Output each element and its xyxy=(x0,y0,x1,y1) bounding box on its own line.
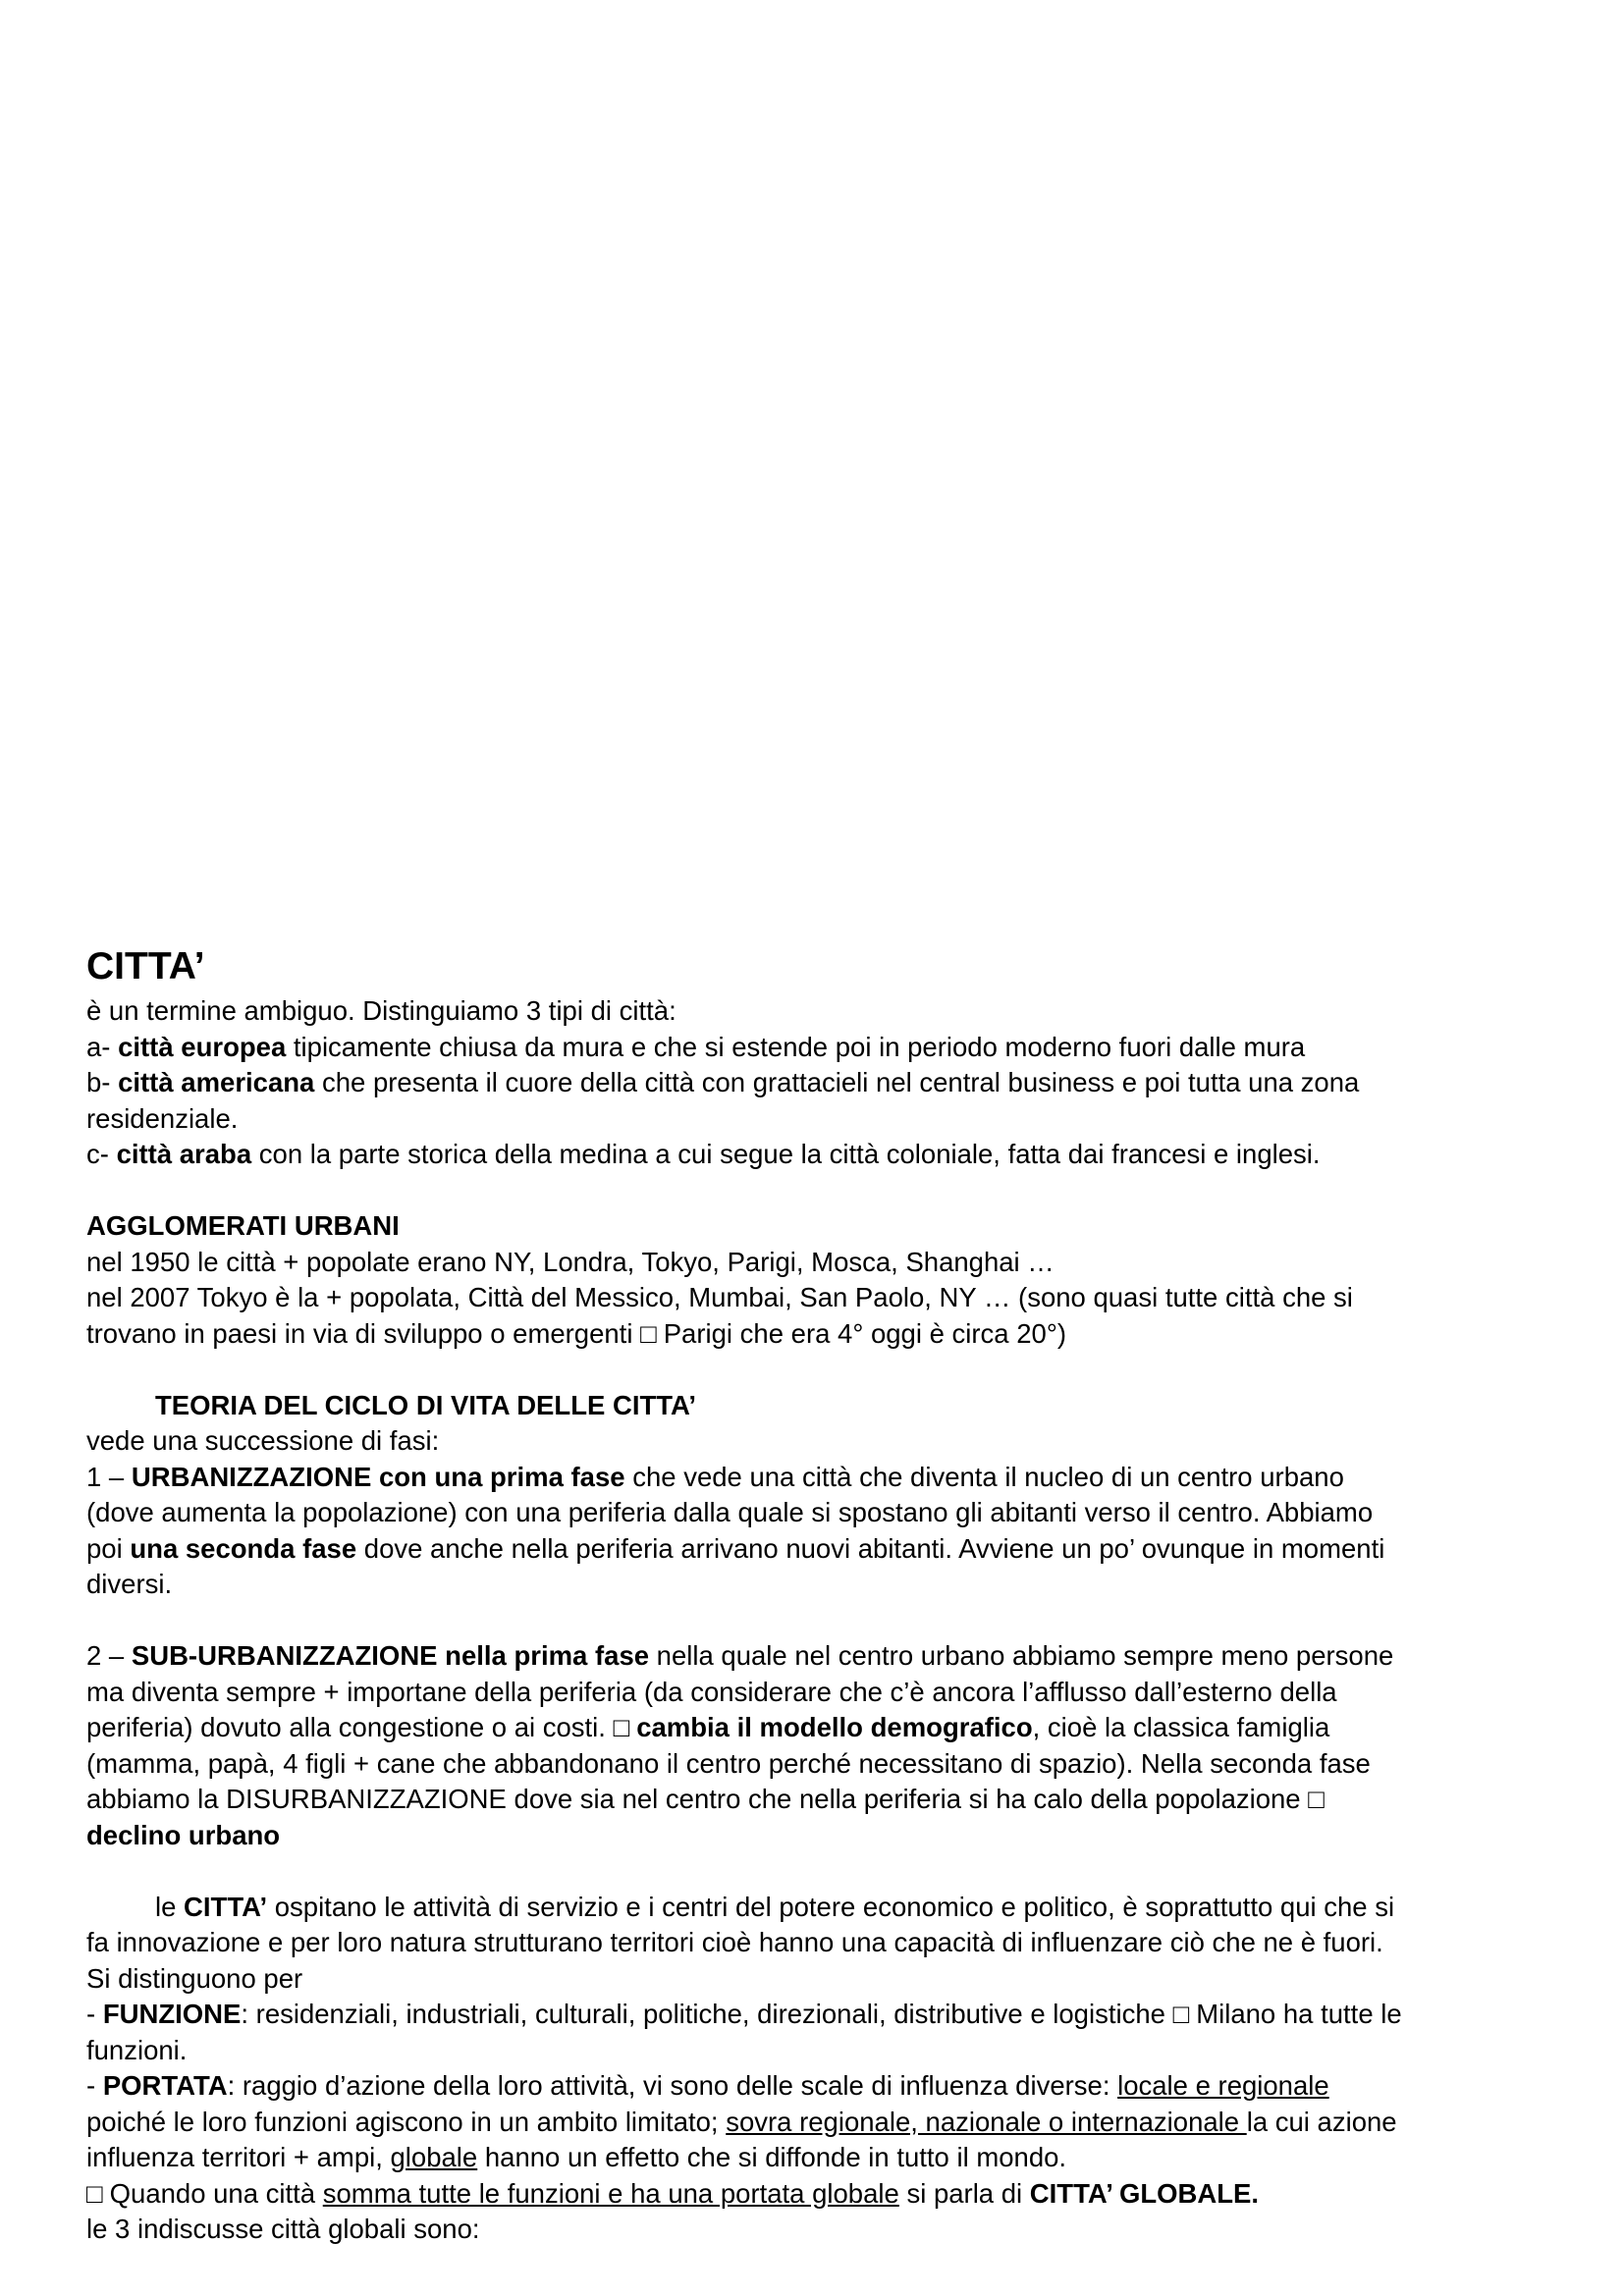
teoria-line-1: vede una successione di fasi: xyxy=(86,1425,440,1456)
phase-2-line-3: periferia) dovuto alla congestione o ai costi. □ cambia il modello demografico, cioè la classica famiglia xyxy=(86,1710,1559,1746)
arrow-symbol-icon: □ xyxy=(86,2177,103,2209)
portata-line-3: influenza territori + ampi, globale hanno un effetto che si diffonde in tutto il mondo. xyxy=(86,2142,1067,2172)
citta-line-3: Si distinguono per xyxy=(86,1962,303,1994)
phase-2-line-5: abbiamo la DISURBANIZZAZIONE dove sia nel centro che nella periferia si ha calo della popolazione □ xyxy=(86,1782,1559,1818)
phase-2-line-4: (mamma, papà, 4 figli + cane che abbandonano il centro perché necessitano di spazio). Nella seconda fase xyxy=(86,1747,1371,1779)
type-a-line: a- città europea tipicamente chiusa da mura e che si estende poi in periodo moderno fuori dalle mura xyxy=(86,1031,1306,1062)
section-heading-teoria: TEORIA DEL CICLO DI VITA DELLE CITTA’ xyxy=(155,1389,697,1420)
citta-line-1: le CITTA’ ospitano le attività di servizio e i centri del potere economico e politico, è soprattutto qui che si xyxy=(155,1891,1395,1922)
phase-2-line-6: declino urbano xyxy=(86,1819,281,1850)
arrow-symbol-icon: □ xyxy=(613,1712,630,1742)
citta-globale-line: □ Quando una città somma tutte le funzioni e ha una portata globale si parla di CITTA’ GLOBALE. xyxy=(86,2176,1559,2213)
funzione-line-2: funzioni. xyxy=(86,2034,188,2065)
phase-1-line-1: 1 – URBANIZZAZIONE con una prima fase che vede una città che diventa il nucleo di un centro urbano xyxy=(86,1461,1344,1492)
type-a-term: città europea xyxy=(118,1031,287,1062)
intro-line: è un termine ambiguo. Distinguiamo 3 tipi di città: xyxy=(86,995,676,1026)
type-b-line: b- città americana che presenta il cuore della città con grattacieli nel central business e poi tutta una zona xyxy=(86,1067,1360,1097)
phase-2-line-1: 2 – SUB-URBANIZZAZIONE nella prima fase nella quale nel centro urbano abbiamo sempre meno persone xyxy=(86,1640,1394,1671)
agglomerati-line-2: nel 2007 Tokyo è la + popolata, Città del Messico, Mumbai, San Paolo, NY … (sono quasi tutte città che si xyxy=(86,1282,1353,1312)
page-title: CITTA’ xyxy=(86,945,205,988)
type-b-line-2: residenziale. xyxy=(86,1102,239,1134)
phase-2-line-2: ma diventa sempre + importane della periferia (da considerare che c’è ancora l’afflusso dall’esterno della xyxy=(86,1676,1337,1707)
phase-1-line-2: (dove aumenta la popolazione) con una periferia dalla quale si spostano gli abitanti verso il centro. Abbiamo xyxy=(86,1497,1374,1527)
portata-line-1: - PORTATA: raggio d’azione della loro attività, vi sono delle scale di influenza diverse: locale e regionale xyxy=(86,2070,1329,2101)
arrow-symbol-icon: □ xyxy=(1172,1999,1190,2029)
phase-1-line-3: poi una seconda fase dove anche nella periferia arrivano nuovi abitanti. Avviene un po’ ovunque in momenti xyxy=(86,1532,1385,1564)
type-b-term: città americana xyxy=(118,1067,315,1097)
type-c-term: città araba xyxy=(116,1139,252,1169)
portata-line-2: poiché le loro funzioni agiscono in un ambito limitato; sovra regionale, nazionale o internazionale la cui azione xyxy=(86,2106,1397,2137)
agglomerati-line-1: nel 1950 le città + popolate erano NY, Londra, Tokyo, Parigi, Mosca, Shanghai … xyxy=(86,1246,1055,1277)
arrow-symbol-icon: □ xyxy=(640,1317,657,1349)
document-page xyxy=(86,944,1559,2248)
funzione-line-1: - FUNZIONE: residenziali, industriali, culturali, politiche, direzionali, distributive e logistiche □ Milano ha tutte le xyxy=(86,1997,1559,2033)
agglomerati-line-3: trovano in paesi in via di sviluppo o emergenti □ Parigi che era 4° oggi è circa 20°) xyxy=(86,1316,1559,1353)
phase-1-line-4: diversi. xyxy=(86,1569,173,1599)
arrow-symbol-icon: □ xyxy=(1308,1784,1325,1814)
citta-line-2: fa innovazione e per loro natura strutturano territori cioè hanno una capacità di influenzare ciò che ne è fuori. xyxy=(86,1927,1383,1957)
citta-last-line: le 3 indiscusse città globali sono: xyxy=(86,2214,480,2244)
section-heading-agglomerati: AGGLOMERATI URBANI xyxy=(86,1210,400,1241)
type-c-line: c- città araba con la parte storica della medina a cui segue la città coloniale, fatta dai francesi e inglesi. xyxy=(86,1139,1321,1169)
